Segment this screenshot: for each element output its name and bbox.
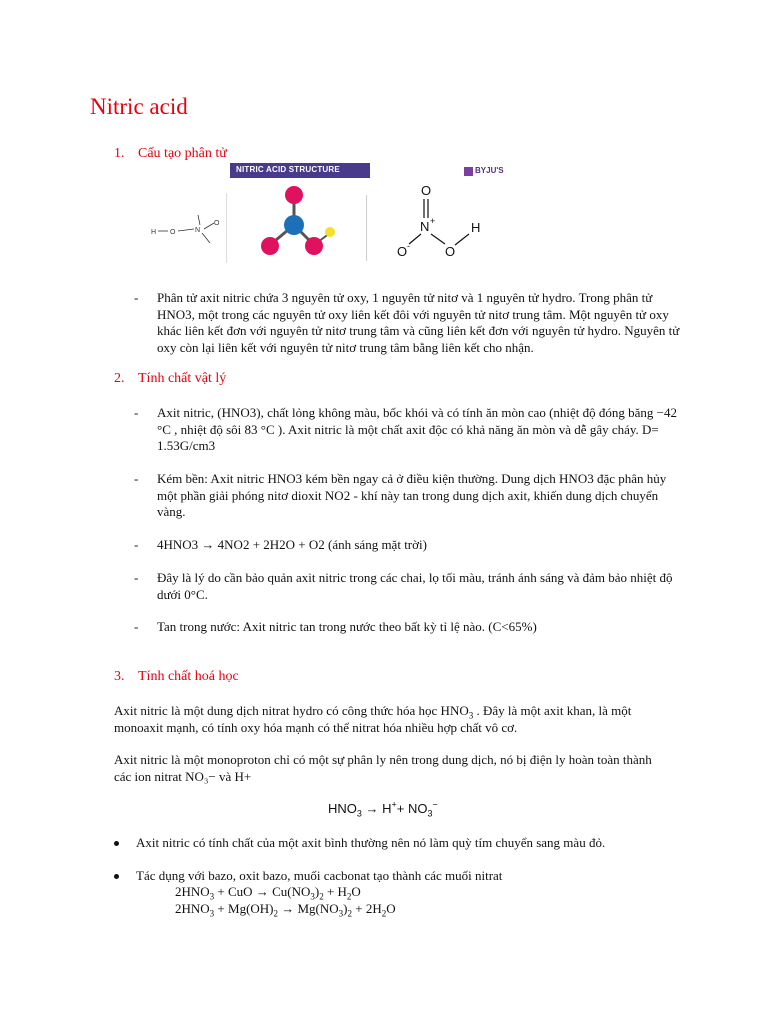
section-heading-3: [114, 669, 239, 686]
list-item-text: Kém bền: Axit nitric HNO3 kém bền ngay cả ở điều kiện thường. Dung dịch HNO3 đặc phân hủy một phần giải phóng nitơ dioxit NO2 - khí này tan trong dung dịch axit, khiến dung dịch chuyển vàng.: [157, 471, 667, 519]
hydrogen-atom: [325, 227, 335, 237]
section-title: Tính chất hoá học: [138, 669, 239, 684]
figure-banner-text: NITRIC ACID STRUCTURE: [236, 165, 340, 174]
subscript: 2: [273, 908, 278, 919]
lewis-structure-diagram: [379, 178, 499, 270]
nitric-acid-structure-figure: [134, 163, 532, 271]
subscript: 3: [209, 891, 215, 902]
subscript: 2: [319, 891, 324, 902]
section-title: Cấu tạo phân tử: [138, 146, 227, 161]
eq-part: ): [343, 901, 348, 916]
eq-part: + NO: [396, 801, 428, 816]
reaction-equation: [175, 901, 396, 918]
section-title: Tính chất vật lý: [138, 371, 227, 386]
eq-part: HNO: [328, 801, 357, 816]
bullet-text: Axit nitric có tính chất của một axit bình thường nên nó làm quỳ tím chuyển sang màu đỏ.: [136, 835, 606, 850]
bullet-dot: [114, 874, 119, 879]
subscript: 2: [381, 908, 387, 919]
page-title: Nitric acid: [90, 94, 188, 119]
section-number: 1.: [114, 146, 125, 161]
eq-part: → H: [361, 801, 392, 816]
nitrogen-atom: [284, 215, 304, 235]
eq-part: + Mg(OH): [214, 901, 274, 916]
eq-part: + 2H: [352, 901, 382, 916]
small-o2-label: O: [214, 220, 220, 227]
subscript: 3: [209, 908, 215, 919]
paragraph: [114, 703, 664, 736]
superscript: +: [391, 799, 397, 810]
subscript: 3: [468, 710, 474, 721]
o-minus-sign: -: [407, 241, 410, 251]
list-item-text: 4HNO3 → 4NO2 + 2H2O + O2 (ánh sáng mặt trời): [157, 537, 427, 552]
line-structure-diagram: [134, 193, 229, 263]
section-heading-2: [114, 371, 226, 388]
small-o-label: O: [170, 229, 176, 236]
reaction-equation: [175, 884, 361, 901]
eq-part: ): [314, 884, 320, 899]
list-item-text: Axit nitric, (HNO3), chất lỏng không màu, bốc khói và có tính ăn mòn cao (nhiệt độ đóng băng −42 °C , nhiệt độ sôi 83 °C ). Axit nitric là một chất axit độc có khả năng ăn mòn và dễ gây cháy. D= 1.53G/cm3: [157, 405, 678, 453]
superscript: −: [432, 799, 438, 810]
bullet-text: Tác dụng với bazo, oxit bazo, muối cacbonat tạo thành các muối nitrat: [136, 868, 503, 883]
n-label: N: [420, 219, 430, 234]
oxygen-atom: [285, 186, 303, 204]
ionization-equation: [328, 801, 438, 818]
oxygen-atom: [261, 237, 279, 255]
brand-logo-text: BYJU'S: [475, 166, 504, 175]
subscript: 3: [356, 808, 362, 819]
eq-part: → Mg(NO: [278, 901, 339, 916]
figure-banner: [230, 163, 370, 178]
n-plus-label: +: [430, 216, 436, 226]
bullet-dot: [114, 841, 119, 846]
paragraph-text: . Đây là một axit khan, là một monoaxit mạnh, có tính oxy hóa mạnh có thể nitrat hóa nhiều hợp chất vô cơ.: [114, 703, 632, 735]
small-h-label: H: [151, 229, 157, 236]
eq-part: O: [351, 884, 361, 899]
subscript: 3: [310, 891, 315, 902]
h-label: H: [471, 220, 481, 235]
paragraph-text: Axit nitric là một dung dịch nitrat hydro có công thức hóa học HNO: [114, 703, 469, 718]
paragraph: Axit nitric là một monoproton chỉ có một sự phân ly nên trong dung dịch, nó bị điện ly hoàn toàn thành các ion nitrat NO₃− và H+: [114, 752, 652, 784]
eq-part: O: [386, 901, 396, 916]
eq-part: 2HNO: [175, 901, 210, 916]
list-item: - Phân tử axit nitric chứa 3 nguyên tử oxy, 1 nguyên tử nitơ và 1 nguyên tử hydro. Trong phân tử HNO3, một trong các nguyên tử oxy liên kết đôi với nguyên tử nitơ trung tâm. Một nguyên tử oxy khác liên kết đơn với nguyên tử nitơ trung tâm và cũng liên kết đơn với nguyên tử hydro. Nguyên tử oxy còn lại liên kết với nguyên tử nitơ trung tâm bằng liên kết cho nhận.: [134, 290, 680, 355]
o-minus-label: O: [397, 244, 408, 259]
eq-part: + CuO → Cu(NO: [214, 884, 311, 899]
list-item-text: Tan trong nước: Axit nitric tan trong nước theo bất kỳ tỉ lệ nào. (C<65%): [157, 619, 537, 634]
o-right-label: O: [445, 244, 456, 259]
ball-and-stick-model: [254, 183, 344, 263]
small-n-label: N: [195, 227, 201, 234]
oxygen-atom: [305, 237, 323, 255]
subscript: 3: [338, 908, 344, 919]
section-number: 2.: [114, 371, 125, 386]
section-heading-1: [114, 146, 227, 163]
list-item-text: Đây là lý do cần bảo quản axit nitric trong các chai, lọ tối màu, tránh ánh sáng và đảm bảo nhiệt độ dưới 0°C.: [157, 570, 673, 602]
list-item-text: Phân tử axit nitric chứa 3 nguyên tử oxy, 1 nguyên tử nitơ và 1 nguyên tử hydro. Trong phân tử HNO3, một trong các nguyên tử oxy liên kết đôi với nguyên tử nitơ trung tâm. Một nguyên tử oxy khác liên kết đơn với nguyên tử nitơ trung tâm và cũng liên kết đơn với nguyên tử hydro. Nguyên tử oxy còn lại liên kết với nguyên tử nitơ trung tâm bằng liên kết cho nhận.: [157, 290, 680, 355]
o-top-label: O: [421, 183, 432, 198]
subscript: 2: [346, 891, 352, 902]
eq-part: 2HNO: [175, 884, 210, 899]
eq-part: + H: [323, 884, 347, 899]
subscript: 2: [347, 908, 353, 919]
subscript: 3: [427, 808, 433, 819]
section-number: 3.: [114, 669, 125, 684]
